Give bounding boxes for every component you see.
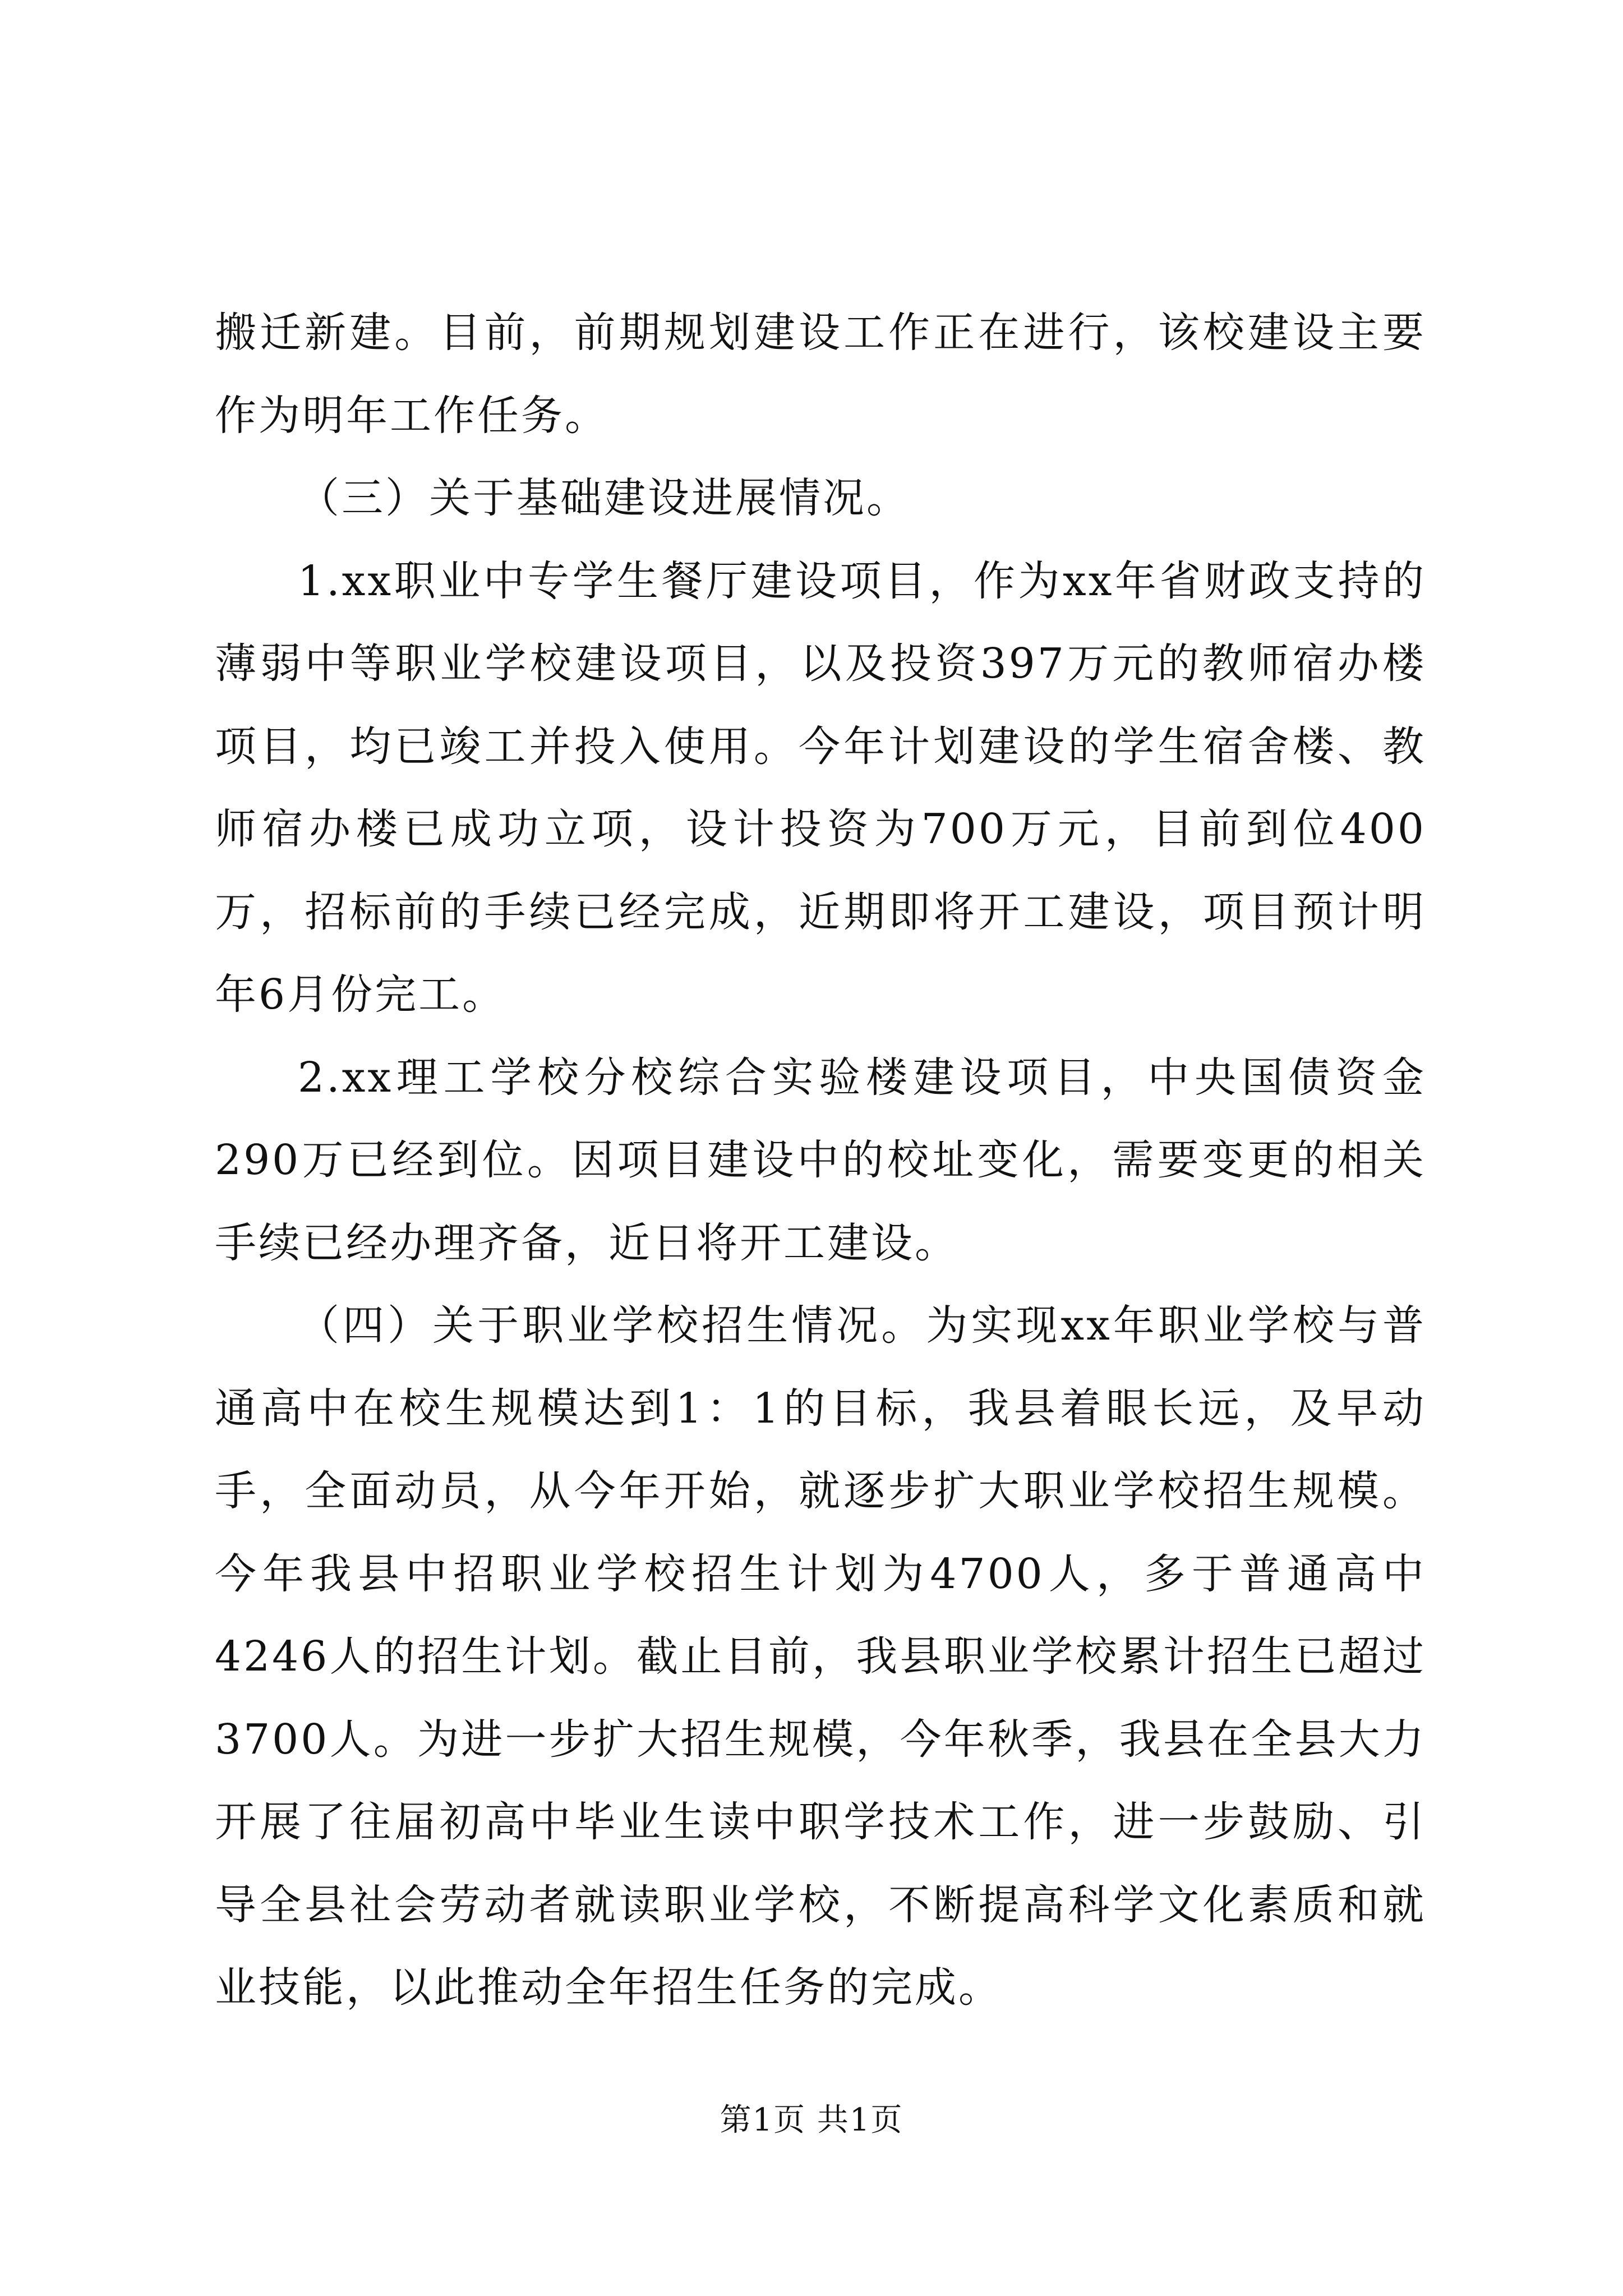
paragraph-5-section-four: （四）关于职业学校招生情况。为实现xx年职业学校与普通高中在校生规模达到1：1的目标，我县着眼长远，及早动手，全面动员，从今年开始，就逐步扩大职业学校招生规模。今年我县中招职业学校招生计划为4700人，多于普通高中4246人的招生计划。截止目前，我县职业学校累计招生已超过3700人。为进一步扩大招生规模，今年秋季，我县在全县大力开展了往届初高中毕业生读中职学技术工作，进一步鼓励、引导全县社会劳动者就读职业学校，不断提高科学文化素质和就业技能，以此推动全年招生任务的完成。	[215, 1301, 1426, 2012]
paragraph-3-item-1: 1.xx职业中专学生餐厅建设项目，作为xx年省财政支持的薄弱中等职业学校建设项目，以及投资397万元的教师宿办楼项目，均已竣工并投入使用。今年计划建设的学生宿舍楼、教师宿办楼已成功立项，设计投资为700万元，目前到位400万，招标前的手续已经完成，近期即将开工建设，项目预计明年6月份完工。	[215, 556, 1426, 1019]
document-body	[215, 292, 1426, 2030]
page-footer: 第1页 共1页	[720, 2102, 903, 2138]
paragraph-4-item-2: 2.xx理工学校分校综合实验楼建设项目，中央国债资金290万已经到位。因项目建设中的校址变化，需要变更的相关手续已经办理齐备，近日将开工建设。	[215, 1053, 1426, 1267]
paragraph-2-section-heading: （三）关于基础建设进展情况。	[298, 474, 910, 522]
paragraph-1: 搬迁新建。目前，前期规划建设工作正在进行，该校建设主要作为明年工作任务。	[215, 309, 1426, 440]
